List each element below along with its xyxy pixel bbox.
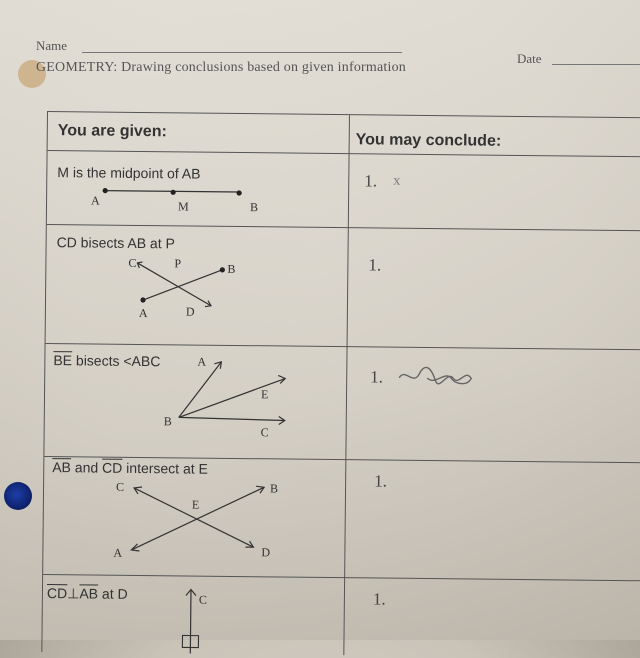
point-label-a: A: [138, 305, 148, 321]
line-name-ab: $\overline{AB}$: [52, 459, 72, 476]
perpendicular-symbol: ⊥: [67, 585, 80, 602]
answer-number-5: 1.: [372, 589, 386, 609]
point-label-c: C: [128, 255, 137, 270]
segment-bisector-figure: [128, 253, 262, 329]
point-label-e: E: [260, 387, 269, 402]
column-divider: [343, 115, 350, 655]
answer-number-3: 1.: [370, 367, 384, 387]
given-text-4-and: and: [70, 459, 103, 476]
point-label-c: C: [198, 592, 207, 607]
date-label: Date: [517, 51, 542, 66]
point-label-a: A: [113, 545, 123, 560]
row-divider: [48, 150, 640, 157]
line-name-cd: $\overline{CD}$: [46, 585, 68, 602]
angle-bisector-figure: [155, 355, 306, 447]
date-line: [552, 64, 640, 65]
given-text-1: M is the midpoint of AB: [57, 164, 201, 182]
point-label-a: A: [90, 193, 100, 208]
point-label-a: A: [197, 354, 207, 369]
answer-mark-1: x: [393, 173, 401, 189]
point-label-m: M: [177, 199, 189, 214]
point-label-d: D: [185, 304, 195, 319]
worksheet-title: GEOMETRY: Drawing conclusions based on given information: [36, 60, 406, 75]
midpoint-figure: [87, 182, 287, 224]
point-label-b: B: [163, 414, 172, 429]
given-text-5-rest: at D: [97, 585, 128, 602]
point-label-b: B: [227, 261, 236, 276]
given-text-4-rest: intersect at E: [122, 459, 209, 477]
answer-number-4: 1.: [374, 471, 387, 491]
name-label: Name: [36, 38, 68, 53]
column-header-given: You are given:: [57, 122, 167, 141]
blue-punch-hole: [4, 482, 32, 510]
row-divider: [46, 343, 640, 350]
handwritten-scribble: [395, 364, 480, 389]
given-text-5: [47, 585, 128, 603]
point-label-c: C: [115, 479, 125, 494]
given-text-3: [53, 352, 160, 369]
worksheet-table: [41, 111, 640, 658]
given-text-3-rest: bisects <ABC: [71, 352, 161, 370]
row-divider: [43, 574, 640, 581]
ray-name-be: $\overline{BE}$: [53, 352, 73, 369]
column-header-conclude: You may conclude:: [355, 131, 502, 150]
line-name-ab: $\overline{AB}$: [79, 585, 99, 602]
point-label-p: P: [174, 256, 182, 271]
point-label-d: D: [261, 545, 271, 560]
given-text-4: [52, 459, 208, 477]
name-line: [82, 52, 402, 53]
line-name-cd: $\overline{CD}$: [102, 459, 123, 476]
answer-number-2: 1.: [368, 255, 382, 275]
perpendicular-figure: [182, 583, 243, 654]
intersecting-lines-figure: [103, 478, 284, 570]
point-label-c: C: [260, 425, 269, 440]
given-text-2: CD bisects AB at P: [56, 234, 175, 252]
point-label-b: B: [249, 200, 259, 215]
point-label-e: E: [191, 497, 200, 512]
row-divider: [47, 224, 640, 231]
point-label-b: B: [269, 481, 279, 496]
answer-number-1: 1.: [364, 171, 378, 191]
